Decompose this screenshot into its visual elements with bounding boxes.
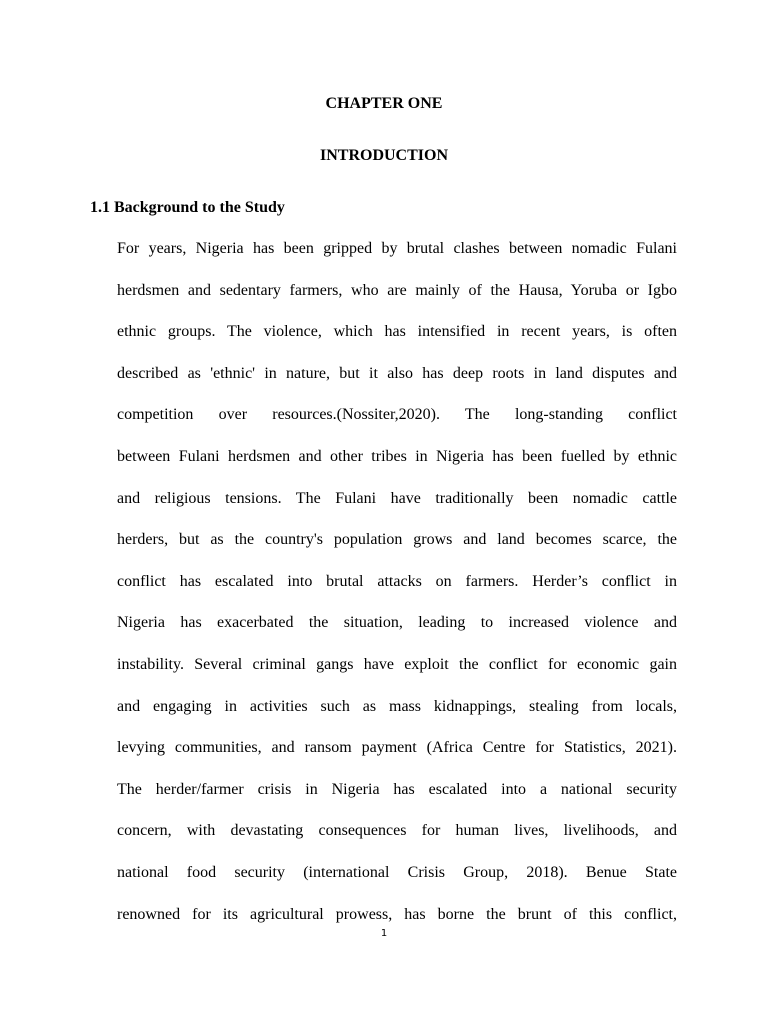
paragraph-line: herdsmen and sedentary farmers, who are mainly of the Hausa, Yoruba or Igbo (117, 281, 677, 299)
paragraph-line: concern, with devastating consequences for human lives, livelihoods, and (117, 822, 677, 840)
body-paragraph (117, 238, 677, 945)
paragraph-line: conflict has escalated into brutal attacks on farmers. Herder’s conflict in (117, 572, 677, 590)
chapter-title: CHAPTER ONE (325, 95, 443, 112)
subsection-heading: 1.1 Background to the Study (90, 199, 285, 216)
paragraph-line: renowned for its agricultural prowess, has borne the brunt of this conflict, (117, 905, 677, 923)
page-number: 1 (380, 928, 388, 939)
paragraph-line: levying communities, and ransom payment (Africa Centre for Statistics, 2021). (117, 739, 677, 757)
paragraph-line: and religious tensions. The Fulani have traditionally been nomadic cattle (117, 489, 677, 507)
paragraph-line: competition over resources.(Nossiter,2020). The long-standing conflict (117, 406, 677, 424)
paragraph-line: and engaging in activities such as mass kidnappings, stealing from locals, (117, 697, 677, 715)
paragraph-line: instability. Several criminal gangs have exploit the conflict for economic gain (117, 655, 677, 673)
section-title: INTRODUCTION (319, 147, 448, 164)
paragraph-line: national food security (international Crisis Group, 2018). Benue State (117, 863, 677, 881)
paragraph-line: The herder/farmer crisis in Nigeria has escalated into a national security (117, 780, 677, 798)
paragraph-line: Nigeria has exacerbated the situation, leading to increased violence and (117, 614, 677, 632)
paragraph-line: described as 'ethnic' in nature, but it also has deep roots in land disputes and (117, 364, 677, 382)
paragraph-line: between Fulani herdsmen and other tribes in Nigeria has been fuelled by ethnic (117, 447, 677, 465)
paragraph-line: ethnic groups. The violence, which has intensified in recent years, is often (117, 323, 677, 341)
paragraph-line: herders, but as the country's population grows and land becomes scarce, the (117, 531, 677, 549)
paragraph-line: For years, Nigeria has been gripped by brutal clashes between nomadic Fulani (117, 240, 677, 257)
